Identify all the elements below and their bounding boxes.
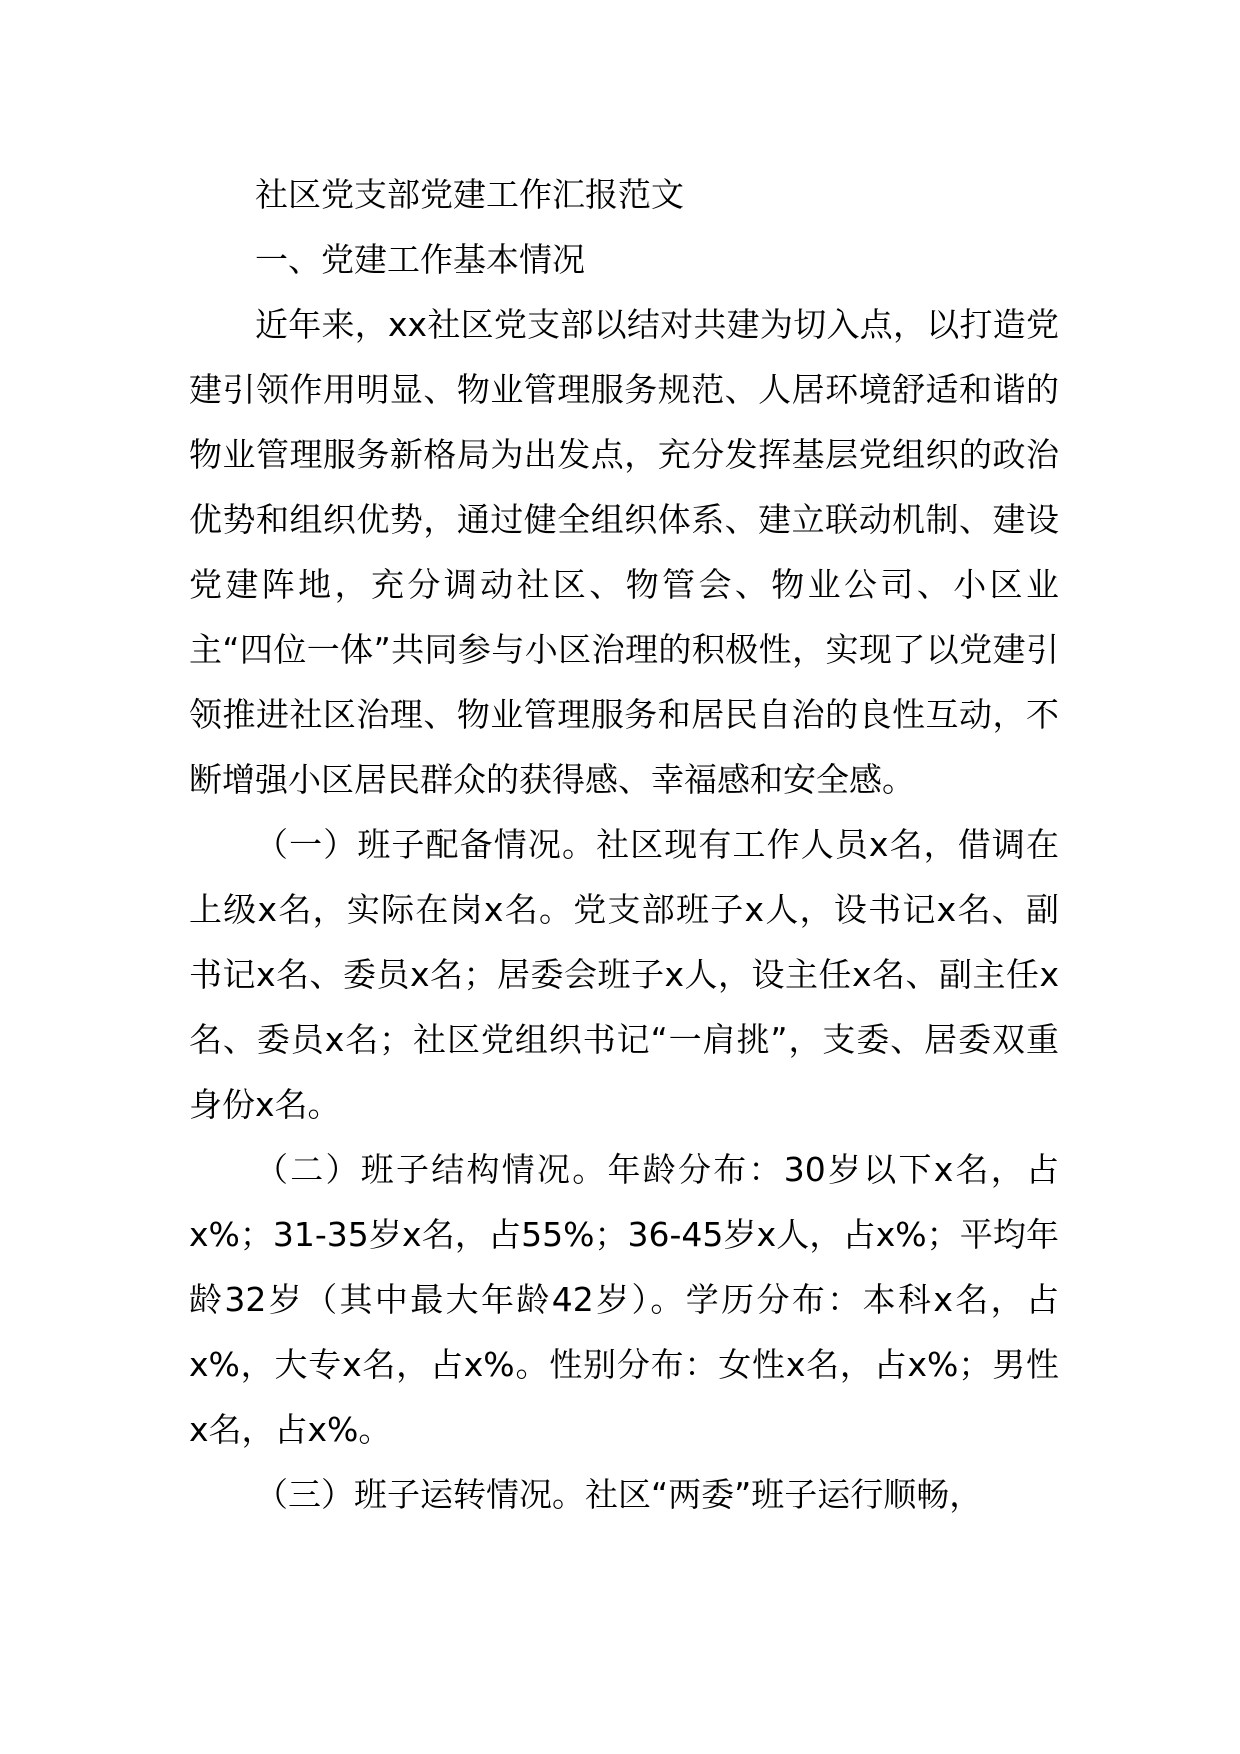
- paragraph-team-operation: （三）班子运转情况。社区“两委”班子运行顺畅，: [255, 1475, 983, 1514]
- document-body: [189, 162, 1059, 1527]
- document-title: 社区党支部党建工作汇报范文: [255, 175, 684, 214]
- section-heading: 一、党建工作基本情况: [255, 240, 585, 279]
- paragraph-team-structure: （二）班子结构情况。年龄分布：30岁以下x名，占x%；31-35岁x名，占55%；36-45岁x人，占x%；平均年龄32岁（其中最大年龄42岁）。学历分布：本科x名，占x%，大专x名，占x%。性别分布：女性x名，占x%；男性x名，占x%。: [189, 1150, 1059, 1449]
- paragraph-team-staffing: （一）班子配备情况。社区现有工作人员x名，借调在上级x名，实际在岗x名。党支部班子x人，设书记x名、副书记x名、委员x名；居委会班子x人，设主任x名、副主任x名、委员x名；社区党组织书记“一肩挑”，支委、居委双重身份x名。: [189, 825, 1059, 1124]
- paragraph-intro: 近年来，xx社区党支部以结对共建为切入点，以打造党建引领作用明显、物业管理服务规范、人居环境舒适和谐的物业管理服务新格局为出发点，充分发挥基层党组织的政治优势和组织优势，通过健全组织体系、建立联动机制、建设党建阵地，充分调动社区、物管会、物业公司、小区业主“四位一体”共同参与小区治理的积极性，实现了以党建引领推进社区治理、物业管理服务和居民自治的良性互动，不断增强小区居民群众的获得感、幸福感和安全感。: [189, 305, 1059, 799]
